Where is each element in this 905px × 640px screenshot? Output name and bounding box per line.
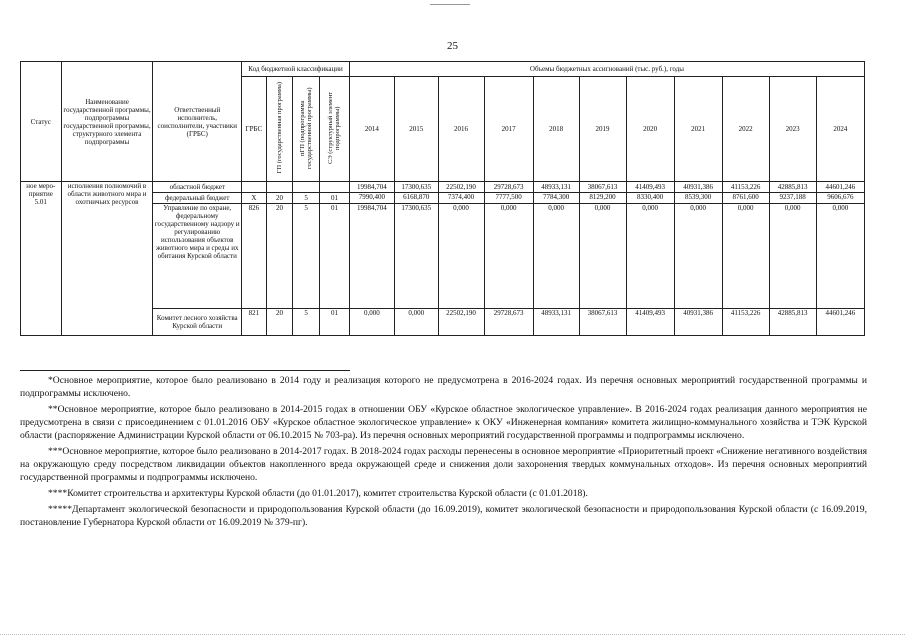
bottom-edge-mark xyxy=(0,634,905,635)
header-grbs: ГРБС xyxy=(242,77,267,182)
footnote: ****Комитет строительства и архитектуры Курской области (до 01.01.2017), комитет строительства Курской области (с 01.01.2018). xyxy=(48,488,588,500)
se-cell: 01 xyxy=(320,309,350,336)
header-gp xyxy=(266,77,293,182)
value-cell: 9237,188 xyxy=(769,193,816,204)
value-cell: 44601,246 xyxy=(816,182,864,193)
value-cell: 17300,635 xyxy=(394,204,438,309)
value-cell: 0,000 xyxy=(722,204,769,309)
gp-cell: 20 xyxy=(266,204,293,309)
header-responsible: Ответственный исполнитель, соисполнители, участники (ГРБС) xyxy=(153,62,242,182)
header-code-group: Код бюджетной классификации xyxy=(242,62,350,77)
header-year: 2020 xyxy=(626,77,674,182)
value-cell: 38067,613 xyxy=(579,182,626,193)
footnote: *****Департамент экологической безопасности и природопользования Курской области (до 16.09.2019), комитет экологической безопасности и природопользования Курской области (с 16.09.2019, постановление Губернатора Курской области от 16.09.2019 № 379-пг). xyxy=(20,503,867,529)
grbs-cell: 821 xyxy=(242,309,267,336)
header-volumes-group: Объемы бюджетных ассигнований (тыс. руб.), годы xyxy=(349,62,864,77)
value-cell: 0,000 xyxy=(816,204,864,309)
value-cell: 0,000 xyxy=(438,204,484,309)
top-edge-mark xyxy=(430,4,470,5)
header-se xyxy=(320,77,350,182)
value-cell: 0,000 xyxy=(484,204,533,309)
value-cell: 8761,600 xyxy=(722,193,769,204)
value-cell: 7990,400 xyxy=(349,193,394,204)
header-year: 2022 xyxy=(722,77,769,182)
value-cell: 0,000 xyxy=(674,204,722,309)
value-cell: 8129,200 xyxy=(579,193,626,204)
value-cell: 41409,493 xyxy=(626,182,674,193)
value-cell: 44601,246 xyxy=(816,309,864,336)
header-pgp xyxy=(293,77,320,182)
budget-table xyxy=(20,61,865,336)
value-cell: 9606,676 xyxy=(816,193,864,204)
header-year: 2021 xyxy=(674,77,722,182)
page-number: 25 xyxy=(447,40,458,52)
header-status: Статус xyxy=(21,62,62,182)
value-cell: 41409,493 xyxy=(626,309,674,336)
value-cell: 42885,813 xyxy=(769,182,816,193)
value-cell: 40931,386 xyxy=(674,309,722,336)
footnote-separator xyxy=(20,370,350,371)
value-cell: 0,000 xyxy=(626,204,674,309)
value-cell: 6168,870 xyxy=(394,193,438,204)
responsible-cell: федеральный бюджет xyxy=(153,193,242,204)
value-cell: 17300,635 xyxy=(394,182,438,193)
value-cell: 48933,131 xyxy=(533,182,579,193)
gp-cell: 20 xyxy=(266,309,293,336)
header-pgp-label: пГП (подпрограмма государственной программы) xyxy=(299,87,314,169)
value-cell: 29728,673 xyxy=(484,309,533,336)
se-cell: 01 xyxy=(320,193,350,204)
value-cell: 0,000 xyxy=(579,204,626,309)
value-cell: 7374,400 xyxy=(438,193,484,204)
value-cell: 0,000 xyxy=(533,204,579,309)
value-cell: 0,000 xyxy=(349,309,394,336)
header-year: 2023 xyxy=(769,77,816,182)
header-year: 2019 xyxy=(579,77,626,182)
se-cell: 01 xyxy=(320,204,350,309)
value-cell: 38067,613 xyxy=(579,309,626,336)
value-cell: 19984,704 xyxy=(349,204,394,309)
value-cell: 19984,704 xyxy=(349,182,394,193)
status-cell: ное меро- приятие 5.01 xyxy=(21,182,62,336)
value-cell: 8539,300 xyxy=(674,193,722,204)
value-cell: 0,000 xyxy=(769,204,816,309)
value-cell: 22502,190 xyxy=(438,309,484,336)
value-cell: 48933,131 xyxy=(533,309,579,336)
footnote: *Основное мероприятие, которое было реализовано в 2014 году и реализация которого не предусмотрена в 2016-2024 годах. Из перечня основных мероприятий государственной программы и подпрограммы исключено. xyxy=(20,375,867,400)
value-cell: 0,000 xyxy=(394,309,438,336)
header-year: 2015 xyxy=(394,77,438,182)
header-se-label: СЭ (структурный элемент подпрограммы) xyxy=(327,91,342,165)
value-cell: 42885,813 xyxy=(769,309,816,336)
footnote: ***Основное мероприятие, которое было реализовано в 2014-2017 годах. В 2018-2024 годах расходы перенесены в основное мероприятие «Приоритетный проект «Снижение негативного воздействия на окружающую среду посредством ликвидации объектов накопленного вреда окружающей среде и снижения доли захоронения твердых коммунальных отходов». Из перечня основных мероприятий государственной программы и подпрограммы исключено. xyxy=(20,446,867,484)
footnote: **Основное мероприятие, которое было реализовано в 2014-2015 годах в отношении ОБУ «Курское областное экологическое управление». В 2016-2024 годах реализация данного мероприятия не предусмотрена в связи с присоединением с 01.01.2016 ОБУ «Курское областное экологическое управление» к ОКУ «Инженерная компания» комитета жилищно-коммунального хозяйства и ТЭК Курской области (распоряжение Администрации Курской области от 06.10.2015 № 703-ра). Из перечня основных мероприятий государственной программы и подпрограммы исключено. xyxy=(20,403,867,442)
value-cell: 40931,386 xyxy=(674,182,722,193)
pgp-cell xyxy=(293,182,320,193)
header-year: 2018 xyxy=(533,77,579,182)
header-gp-label: ГП (государственная программа) xyxy=(275,82,283,174)
value-cell: 7784,300 xyxy=(533,193,579,204)
responsible-cell: Управление по охране, федеральному государственному надзору и регулированию использования объектов животного мира и среды их обитания Курской области xyxy=(153,204,242,309)
name-cell: исполнения полномочий в области животного мира и охотничьих ресурсов xyxy=(61,182,153,336)
gp-cell xyxy=(266,182,293,193)
value-cell: 41153,226 xyxy=(722,182,769,193)
footnotes xyxy=(20,370,867,532)
value-cell: 7777,500 xyxy=(484,193,533,204)
header-year: 2014 xyxy=(349,77,394,182)
responsible-cell: Комитет лесного хозяйства Курской области xyxy=(153,309,242,336)
gp-cell: 20 xyxy=(266,193,293,204)
grbs-cell: 826 xyxy=(242,204,267,309)
pgp-cell: 5 xyxy=(293,193,320,204)
header-year: 2016 xyxy=(438,77,484,182)
pgp-cell: 5 xyxy=(293,309,320,336)
se-cell xyxy=(320,182,350,193)
value-cell: 41153,226 xyxy=(722,309,769,336)
value-cell: 8330,400 xyxy=(626,193,674,204)
header-year: 2024 xyxy=(816,77,864,182)
pgp-cell: 5 xyxy=(293,204,320,309)
grbs-cell: Х xyxy=(242,193,267,204)
value-cell: 22502,190 xyxy=(438,182,484,193)
value-cell: 29728,673 xyxy=(484,182,533,193)
grbs-cell xyxy=(242,182,267,193)
header-year: 2017 xyxy=(484,77,533,182)
responsible-cell: областной бюджет xyxy=(153,182,242,193)
header-name: Наименование государственной программы, подпрограммы государственной программы, структурного элемента подпрограммы xyxy=(61,62,153,182)
table-row xyxy=(21,182,865,193)
